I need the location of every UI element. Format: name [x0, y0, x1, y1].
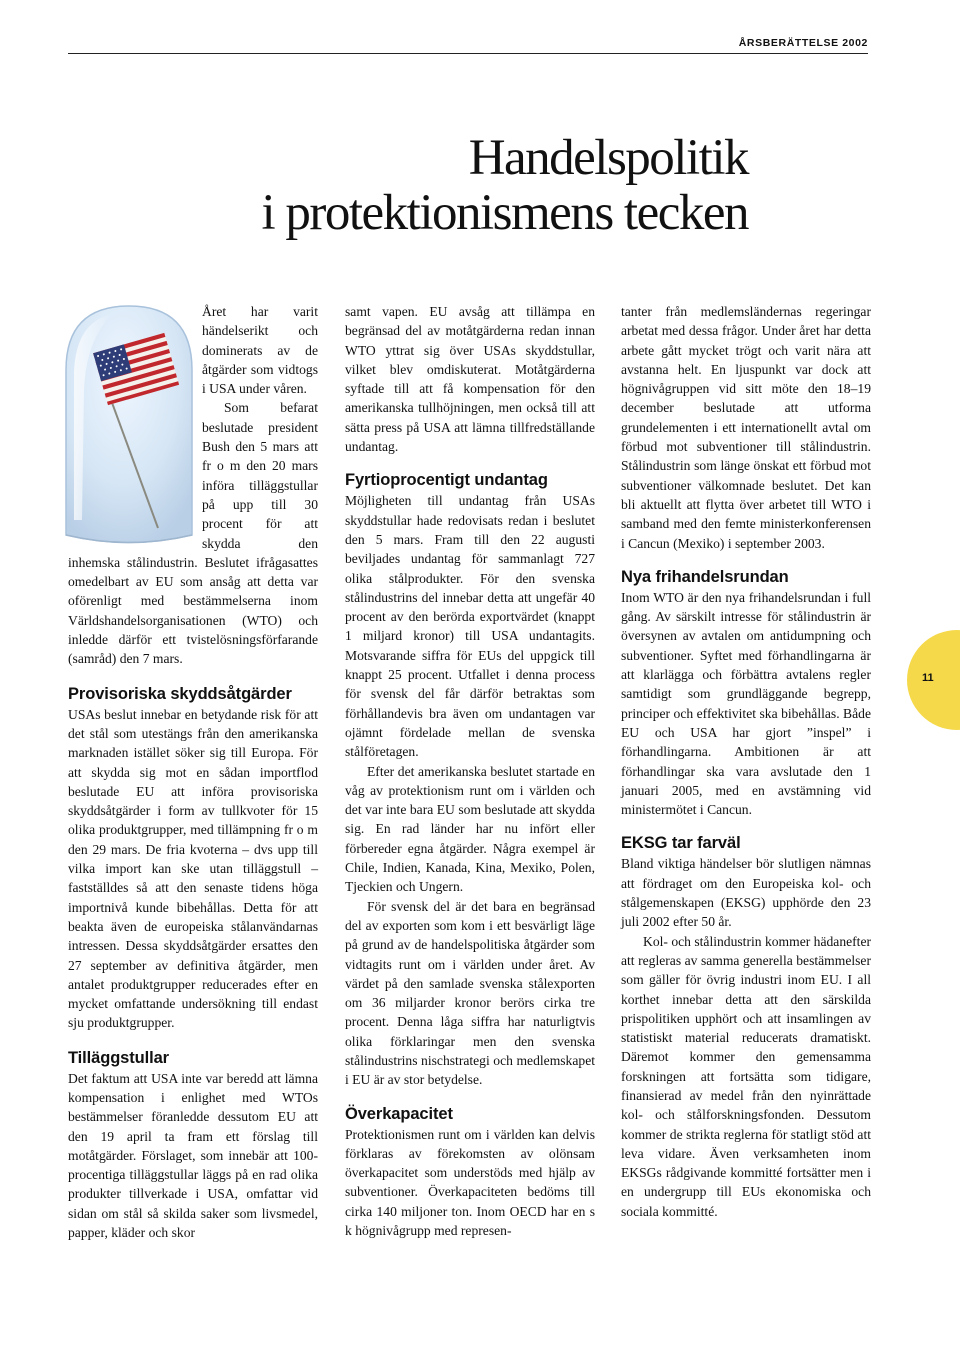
subheading-tillaggstullar: Tilläggstullar: [68, 1048, 169, 1067]
column-3: [621, 302, 871, 1221]
subheading-provisoriska: Provisoriska skyddsåtgärder: [68, 684, 292, 703]
paragraph: Protektionismen runt om i världen kan delvis förklaras av förekomsten av olönsam överkapacitet som understöds med hjälp av subventioner. Överkapaciteten bedöms till cirka 140 miljoner ton. Inom OECD har en s k högnivågrupp med represen-: [345, 1126, 595, 1239]
paragraph: Kol- och stålindustrin kommer hädanefter att regleras av samma generella bestämmelser som gäller för övrig industri inom EU. I all korthet innebar detta att den särskilda prispolitiken upphört och att insamlingen av statistiskt material reducerats dramatiskt. Däremot kommer den gemensamma forskningen att fortsätta som tidigare, finansierad av medel från den nyinrättade kol- och stålforskningsfonden. Dessutom kommer de strikta reglerna för statligt stöd att leva vidare. Även verksamheten inom EKSGs rådgivande kommitté fortsätter men i en undergrupp till EUs ekonomiska och sociala kommitté.: [621, 933, 872, 1219]
subheading-eksg: EKSG tar farväl: [621, 834, 741, 853]
subheading-overkapacitet: Överkapacitet: [345, 1104, 453, 1123]
page-number: 11: [922, 672, 934, 684]
paragraph: Bland viktiga händelser bör slutligen nämnas att fördraget om den Europeiska kol- och stålgemenskapen (EKSG) upphörde den 23 juli 2002 efter 50 år.: [621, 856, 871, 930]
paragraph: tanter från medlemsländernas regeringar arbetat med dessa frågor. Under året har detta arbete gått mycket trögt och varit nära att avstanna helt. En ljuspunkt var dock att högnivågruppen vid sitt möte den 18–19 december beslutade att utforma grundelementen i ett internationellt avtal om förbud mot subventioner till stålindustrin. Stålindustrin som länge önskat ett förbud mot subventioner välkomnade beslutet. Det kan bli aktuellt att flytta över arbetet till WTO i samband med den femte ministerkonferensen i Cancun (Mexiko) i september 2003.: [621, 304, 871, 551]
intro-paragraph: Året har varit händelserikt och dominerats av de åtgärder som vidtogs i USA under våren.: [202, 304, 318, 397]
intro-paragraph-2: Som befarat beslutade president Bush den 5 mars att fr o m den 20 mars införa tilläggstullar på upp till 30 procent för att skydda den inhemska stålindustrin. Beslutet ifrågasattes omedelbart av EU som ansåg att detta var oförenligt med bestämmelserna inom Världshandelsorganisationen (WTO) och inledde därför ett tvistelösningsförfarande (samråd) den 7 mars.: [68, 400, 318, 667]
subheading-nya-frihandelsrundan: Nya frihandelsrundan: [621, 567, 789, 586]
paragraph: USAs beslut innebar en betydande risk för att det stål som utestängs från den amerikanska marknaden istället söker sig till Europa. För att skydda sig mot en sådan importflod beslutade EU att införa provisoriska skyddsåtgärder i form av tullkvoter för 15 olika produktgrupper, med tillämpning fr o m den 29 mars. De fria kvoterna – dvs upp till vilka import kan ske utan tilläggstull – fastställdes så att den senaste tidens höga importnivå kunde bibehållas. Detta för att beakta även de europeiska stålanvändarnas intressen. Dessa skyddsåtgärder ersattes den 27 september av definitiva åtgärder, men antalet produktgrupper reducerades efter en mycket omfattande undersökning till endast sju produktgrupper.: [68, 706, 318, 1031]
column-2: [345, 302, 595, 1240]
page-title: [150, 131, 748, 241]
paragraph: samt vapen. EU avsåg att tillämpa en begränsad del av motåtgärderna redan innan WTO yttrat sig över USAs skyddstullar, vilket blev omdiskuterat. Motåtgärderna syftade till att få kompensation för den amerikanska tullhöjningen, men också till att sätta press på USA att lämna tillfredställande undantag.: [345, 304, 595, 455]
column-1: [68, 302, 318, 1242]
paragraph: Det faktum att USA inte var beredd att lämna kompensation i enlighet med WTOs bestämmelser föranledde dessutom EU att den 19 april ta fram ett förslag till motåtgärder. Förslaget, som innebär att 100-procentiga tilläggstullar läggs på en rad olika produkter tillverkade i USA, omfattar vid sidan om stål så skilda saker som livsmedel, papper, kläder och skor: [68, 1070, 318, 1241]
header-label: ÅRSBERÄTTELSE 2002: [738, 37, 868, 49]
paragraph: Efter det amerikanska beslutet startade en våg av protektionism runt om i världen och det var inte bara EU som beslutade att skydda sig. En rad länder har nu infört eller förbereder egna åtgärder. Några exempel är Chile, Indien, Kanada, Kina, Mexiko, Polen, Tjeckien och Ungern.: [345, 763, 595, 895]
title-line-1: Handelspolitik: [468, 130, 748, 186]
paragraph: Möjligheten till undantag från USAs skyddstullar hade redovisats redan i beslutet den 5 mars. Fram till den 22 augusti beviljades undantag för sammanlagt 727 olika stålprodukter. För den svenska stålindustrins del innebar detta att ungefär 40 procent av den berörda exportvärdet (knappt 1 miljard kronor) till USA undantagits. Motsvarande siffra för EUs del uppgick till knappt 25 procent. Utfallet i denna process för svensk del får därför betraktas som förhållandevis bra även om undantagen var ojämnt fördelade mellan de svenska stålföretagen.: [345, 493, 595, 760]
subheading-fyrtioprocentigt: Fyrtioprocentigt undantag: [345, 471, 548, 490]
header-rule: [68, 53, 868, 54]
title-line-2: i protektionismens tecken: [261, 185, 748, 241]
paragraph: För svensk del är det bara en begränsad del av exporten som kom i ett besvärligt läge på grund av de handelspolitiska åtgärder som vidtagits runt om i världen under året. Av värdet på den samlade svenska stålexporten om 36 miljarder kronor berörs cirka tre procent. Denna låga siffra har naturligtvis olika förklaringar men den svenska stålindustrins nischstrategi och medlemskapet i EU är av stor betydelse.: [345, 898, 595, 1088]
paragraph: Inom WTO är den nya frihandelsrundan i full gång. Av särskilt intresse för stålindustrin är översynen av avtalen om antidumpning och subventioner. Syftet med förhandlingarna är att klarlägga och förbättra avtalens regler samtidigt som grundläggande begrepp, principer och effektivitet ska bibehållas. Både EU och USA har gjort ”inspel” i förhandlingarna. Ambitionen är att förhandlingar ska vara avslutade den 1 januari 2005, med en avstämning vid ministermötet i Cancun.: [621, 589, 871, 818]
